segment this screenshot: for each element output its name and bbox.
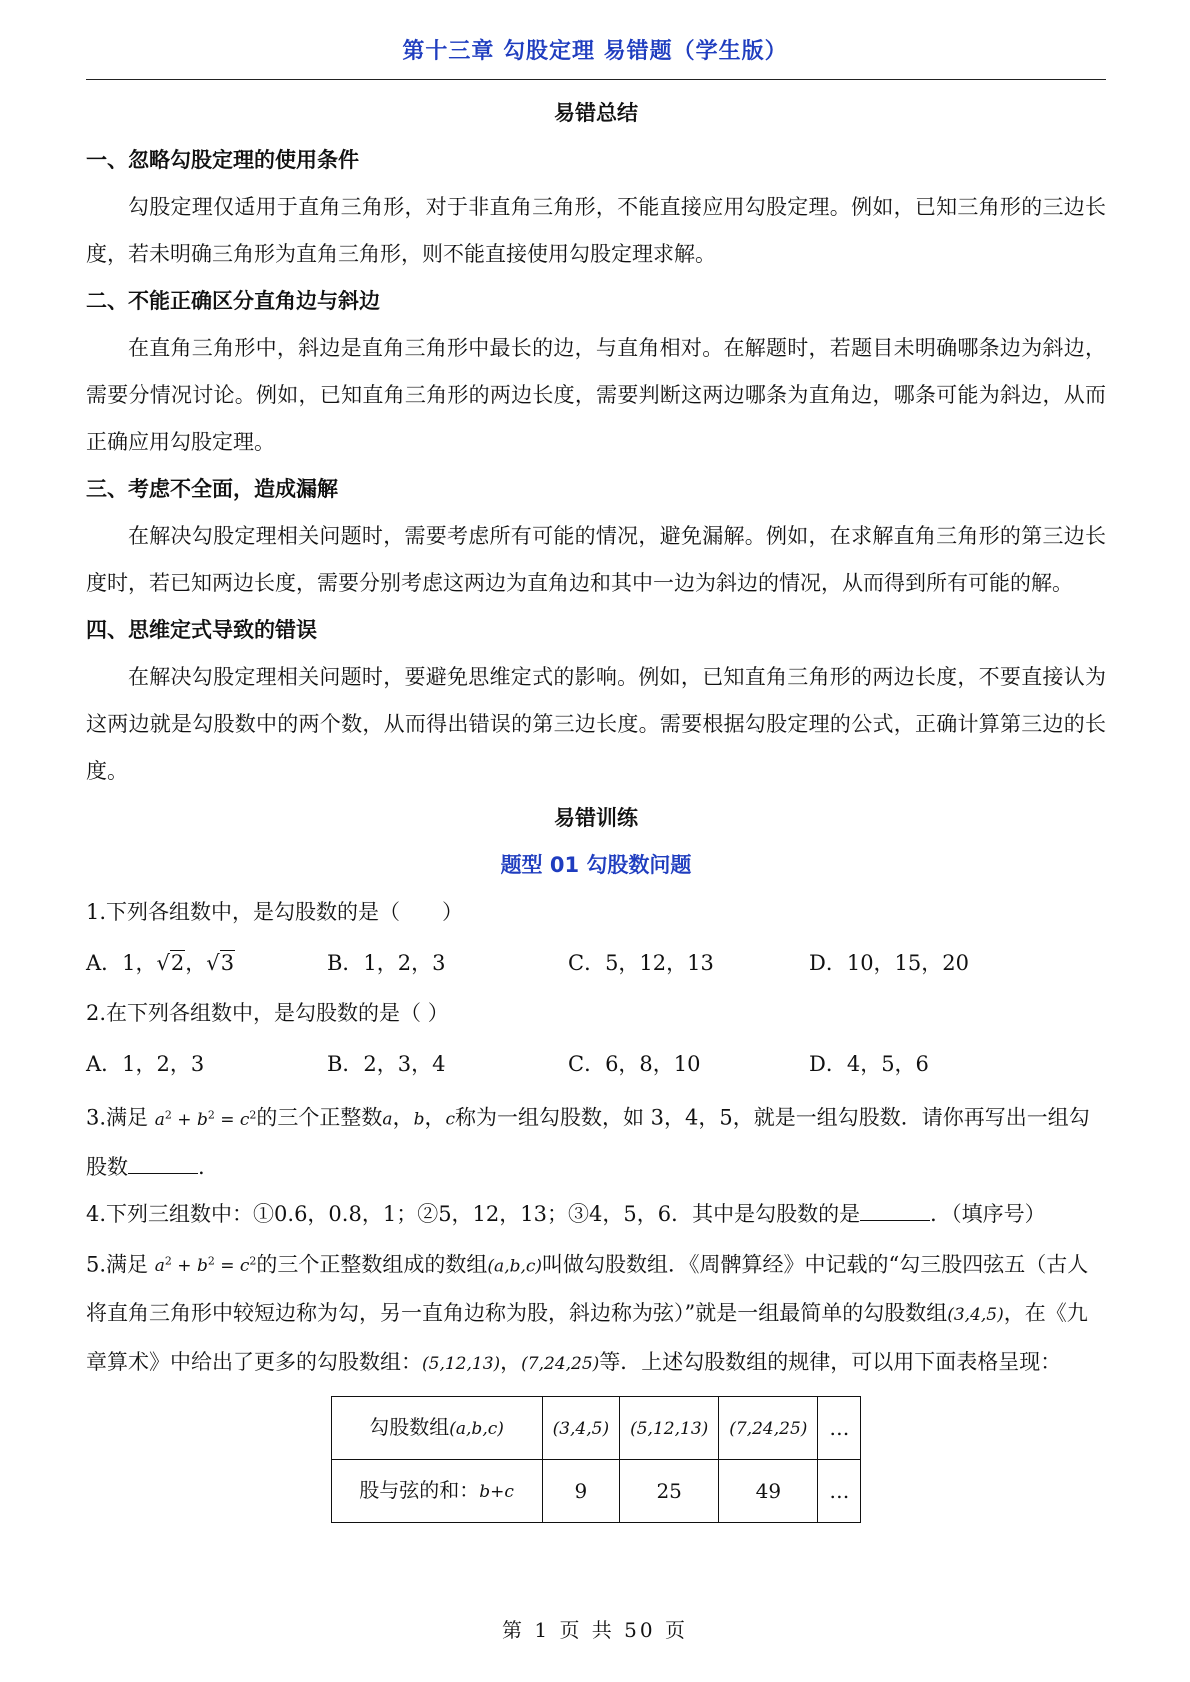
option-b: B．2，3，4	[327, 1051, 446, 1076]
table-cell: …	[818, 1460, 861, 1523]
summary-section-1	[86, 137, 1106, 278]
table-cell: 25	[620, 1460, 719, 1523]
section-heading: 四、思维定式导致的错误	[86, 618, 317, 642]
question-1	[86, 889, 1106, 990]
answer-blank[interactable]	[860, 1198, 930, 1221]
option-c: C．6，8，10	[568, 1051, 701, 1076]
table-cell: 9	[542, 1460, 620, 1523]
table-cell: (3,4,5)	[542, 1397, 620, 1460]
section-paragraph: 在解决勾股定理相关问题时，需要考虑所有可能的情况，避免漏解。例如，在求解直角三角形的第三边长度时，若已知两边长度，需要分别考虑这两边为直角边和其中一边为斜边的情况，从而得到所有可能的解。	[86, 524, 1106, 595]
sqrt-2: √2	[156, 950, 185, 975]
option-d: D．4，5，6	[809, 1051, 929, 1076]
section-heading: 一、忽略勾股定理的使用条件	[86, 148, 359, 172]
section-heading: 二、不能正确区分直角边与斜边	[86, 289, 380, 313]
table-cell: 49	[719, 1460, 818, 1523]
header-divider	[86, 79, 1106, 80]
question-5: 5.满足 $a^2 + b^2 = c^2$的三个正整数组成的数组(a,b,c)叫做勾股数组．《周髀算经》中记载的“勾三股四弦五（古人将直角三角形中较短边称为勾，另一直角边称为股，斜边称为弦）”就是一组最简单的勾股数组(3,4,5)，在《九章算术》中给出了更多的勾股数组：(5,12,13)，(7,24,25)等．上述勾股数组的规律，可以用下面表格呈现：	[86, 1252, 1089, 1375]
section-paragraph: 在解决勾股定理相关问题时，要避免思维定式的影响。例如，已知直角三角形的两边长度，不要直接认为这两边就是勾股数中的两个数，从而得出错误的第三边长度。需要根据勾股定理的公式，正确计算第三边的长度。	[86, 665, 1106, 783]
option-c: C．5，12，13	[568, 950, 714, 975]
section-paragraph: 勾股定理仅适用于直角三角形，对于非直角三角形，不能直接应用勾股定理。例如，已知三角形的三边长度，若未明确三角形为直角三角形，则不能直接使用勾股定理求解。	[86, 195, 1106, 266]
answer-blank[interactable]	[128, 1151, 198, 1174]
table-row	[331, 1397, 861, 1460]
question-4: 4.下列三组数中：①0.6，0.8，1；②5，12，13；③4，5，6．其中是勾股数的是 ．（填序号）	[86, 1191, 1106, 1238]
page-footer: 第 1 页 共 50 页	[502, 1618, 688, 1642]
table-cell-label: 勾股数组(a,b,c)	[331, 1397, 542, 1460]
table-row	[331, 1460, 861, 1523]
question-2	[86, 990, 1106, 1091]
summary-title: 易错总结	[554, 101, 638, 125]
sqrt-3: √3	[206, 950, 235, 975]
question-3: 3.满足 $a^2 + b^2 = c^2$的三个正整数a，b，c称为一组勾股数，如 3，4，5，就是一组勾股数．请你再写出一组勾股数 .	[86, 1105, 1090, 1179]
option-a-prefix: A．1，	[86, 950, 157, 975]
option-a	[86, 940, 327, 987]
question-options	[86, 1037, 1106, 1091]
question-stem: 1.下列各组数中，是勾股数的是（ ）	[86, 900, 464, 924]
page-title: 第十三章 勾股定理 易错题（学生版）	[402, 39, 788, 64]
option-b: B．1，2，3	[327, 950, 446, 975]
summary-section-4	[86, 607, 1106, 795]
pythagorean-table	[331, 1396, 862, 1523]
table-cell: …	[818, 1397, 861, 1460]
question-options	[86, 936, 1106, 990]
question-stem: 2.在下列各组数中，是勾股数的是（ ）	[86, 1001, 449, 1025]
formula-pythagorean: $a^2 + b^2 = c^2$	[154, 1254, 257, 1277]
formula-pythagorean: $a^2 + b^2 = c^2$	[154, 1108, 257, 1130]
section-heading: 三、考虑不全面，造成漏解	[86, 477, 338, 501]
pythagorean-table-wrapper	[86, 1396, 1106, 1523]
table-cell: (5,12,13)	[620, 1397, 719, 1460]
question-type-title: 题型 01 勾股数问题	[500, 853, 692, 877]
summary-section-3	[86, 466, 1106, 607]
section-paragraph: 在直角三角形中，斜边是直角三角形中最长的边，与直角相对。在解题时，若题目未明确哪条边为斜边，需要分情况讨论。例如，已知直角三角形的两边长度，需要判断这两边哪条为直角边，哪条可能为斜边，从而正确应用勾股定理。	[86, 336, 1106, 454]
table-cell: (7,24,25)	[719, 1397, 818, 1460]
page-content	[86, 90, 1106, 1523]
option-a-sep: ，	[185, 950, 207, 975]
training-title: 易错训练	[554, 806, 638, 830]
option-d: D．10，15，20	[809, 950, 970, 975]
table-cell-label: 股与弦的和：b+c	[331, 1460, 542, 1523]
summary-section-2	[86, 278, 1106, 466]
option-a: A．1，2，3	[86, 1051, 205, 1076]
